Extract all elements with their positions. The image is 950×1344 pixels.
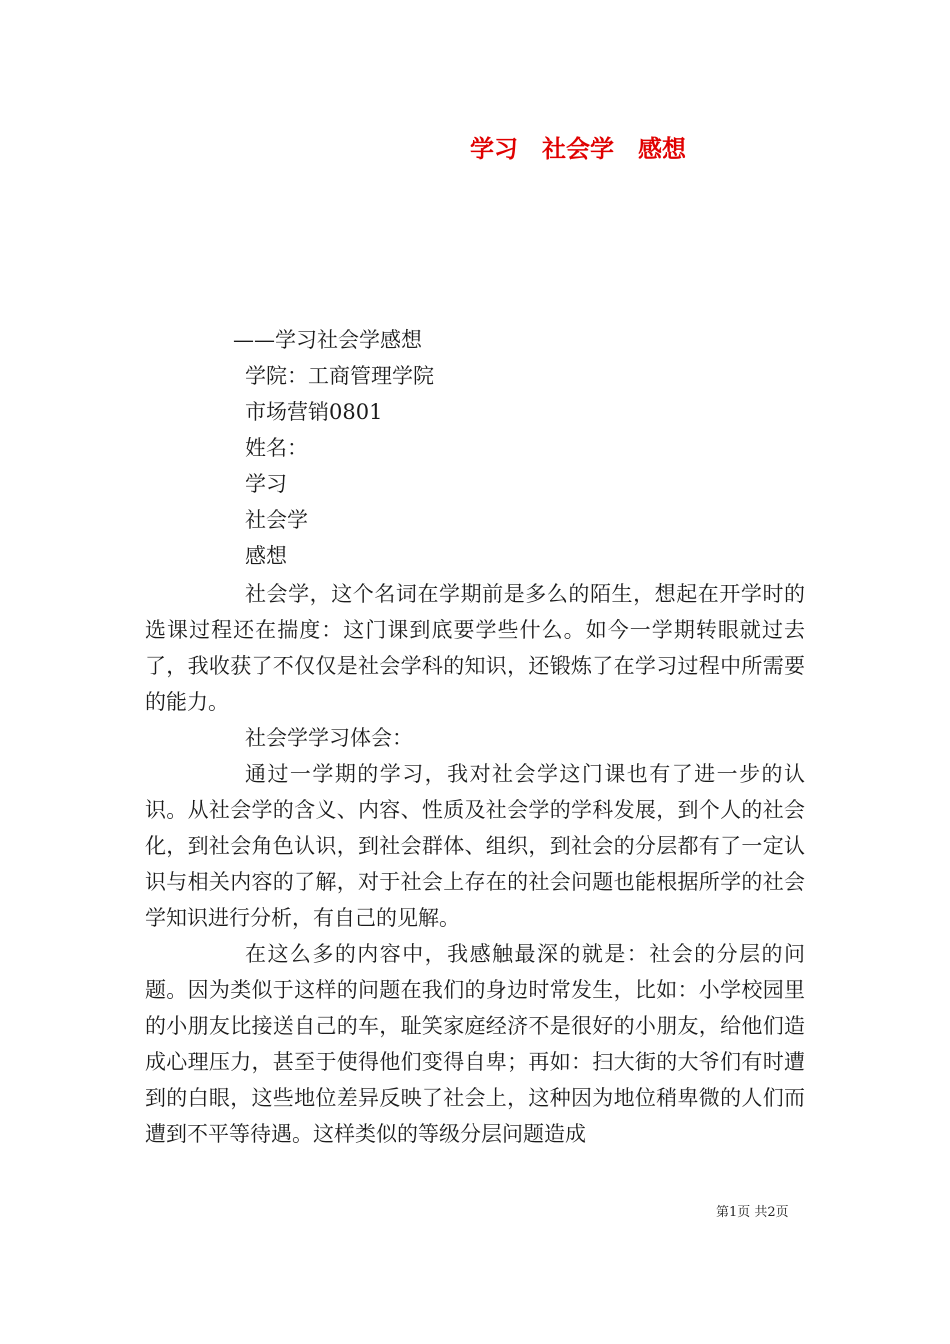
study-line: 学习: [245, 472, 287, 496]
sociology-line: 社会学: [245, 508, 308, 532]
document-body: [145, 576, 805, 1152]
class-line: 市场营销0801: [245, 400, 383, 424]
college-line: 学院：工商管理学院: [245, 364, 434, 388]
document-title: 学习 社会学 感想: [470, 134, 686, 163]
document-subtitle: ——学习社会学感想: [233, 328, 422, 352]
page-number: 第1页 共2页: [716, 1205, 789, 1220]
paragraph-learning: 通过一学期的学习，我对社会学这门课也有了进一步的认识。从社会学的含义、内容、性质及社会学的学科发展，到个人的社会化，到社会角色认识，到社会群体、组织，到社会的分层都有了一定认识与相关内容的了解，对于社会上存在的社会问题也能根据所学的社会学知识进行分析，有自己的见解。: [145, 762, 805, 930]
paragraph-heading: 社会学学习体会：: [245, 726, 413, 750]
paragraph-stratification: 在这么多的内容中，我感触最深的就是：社会的分层的问题。因为类似于这样的问题在我们的身边时常发生，比如：小学校园里的小朋友比接送自己的车，耻笑家庭经济不是很好的小朋友，给他们造成心理压力，甚至于使得他们变得自卑；再如：扫大街的大爷们有时遭到的白眼，这些地位差异反映了社会上，这种因为地位稍卑微的人们而遭到不平等待遇。这样类似的等级分层问题造成: [145, 942, 805, 1146]
thoughts-line: 感想: [245, 544, 287, 568]
paragraph-intro: 社会学，这个名词在学期前是多么的陌生，想起在开学时的选课过程还在揣度：这门课到底要学些什么。如今一学期转眼就过去了，我收获了不仅仅是社会学科的知识，还锻炼了在学习过程中所需要的能力。: [145, 582, 805, 714]
name-label: 姓名：: [245, 436, 308, 460]
